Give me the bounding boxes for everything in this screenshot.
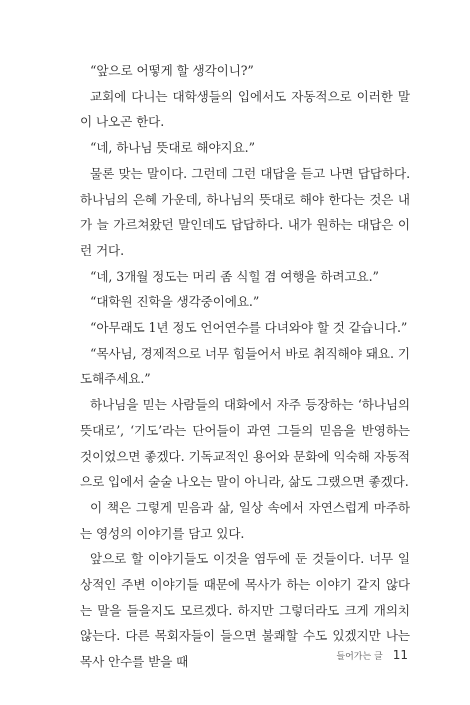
paragraph: 이 책은 그렇게 믿음과 삶, 일상 속에서 자연스럽게 마주하는 영성의 이야기를 담고 있다.	[80, 499, 410, 541]
paragraph: 앞으로 할 이야기들도 이것을 염두에 둔 것들이다. 너무 일상적인 주변 이야기들 때문에 목사가 하는 이야기 같지 않다는 말을 들을지도 모르겠다. 하지만 그렇더라도 크게 개의치 않는다. 다른 목회자들이 들으면 불쾌할 수도 있겠지만 나는 목사 안수를 받을 때	[80, 551, 410, 670]
paragraph: “목사님, 경제적으로 너무 힘들어서 바로 취직해야 돼요. 기도해주세요.”	[80, 345, 410, 387]
page-number: 11	[392, 648, 408, 662]
paragraph: 하나님을 믿는 사람들의 대화에서 자주 등장하는 ‘하나님의 뜻대로’, ‘기도’라는 단어들이 과연 그들의 믿음을 반영하는 것이었으면 좋겠다. 기독교적인 용어와 문화에 익숙해 자동적으로 입에서 술술 나오는 말이 아니라, 삶도 그랬으면 좋겠다.	[80, 397, 410, 490]
body-text	[80, 58, 410, 675]
paragraph: “네, 하나님 뜻대로 해야지요.”	[90, 140, 255, 156]
running-header-section-title: 들어가는 글	[336, 652, 383, 662]
paragraph: “아무래도 1년 정도 언어연수를 다녀와야 할 것 같습니다.”	[90, 320, 408, 336]
paragraph: 물론 맞는 말이다. 그런데 그런 대답을 듣고 나면 답답하다. 하나님의 은혜 가운데, 하나님의 뜻대로 해야 한다는 것은 내가 늘 가르쳐왔던 말인데도 답답하다. 내가 원하는 대답은 이런 거다.	[80, 165, 410, 258]
paragraph: 교회에 다니는 대학생들의 입에서도 자동적으로 이러한 말이 나오곤 한다.	[80, 88, 410, 130]
paragraph: “대학원 진학을 생각중이에요.”	[90, 294, 260, 310]
paragraph: “앞으로 어떻게 할 생각이니?”	[90, 63, 254, 78]
page-footer	[336, 648, 408, 662]
paragraph: “네, 3개월 정도는 머리 좀 식힐 겸 여행을 하려고요.”	[90, 268, 379, 284]
